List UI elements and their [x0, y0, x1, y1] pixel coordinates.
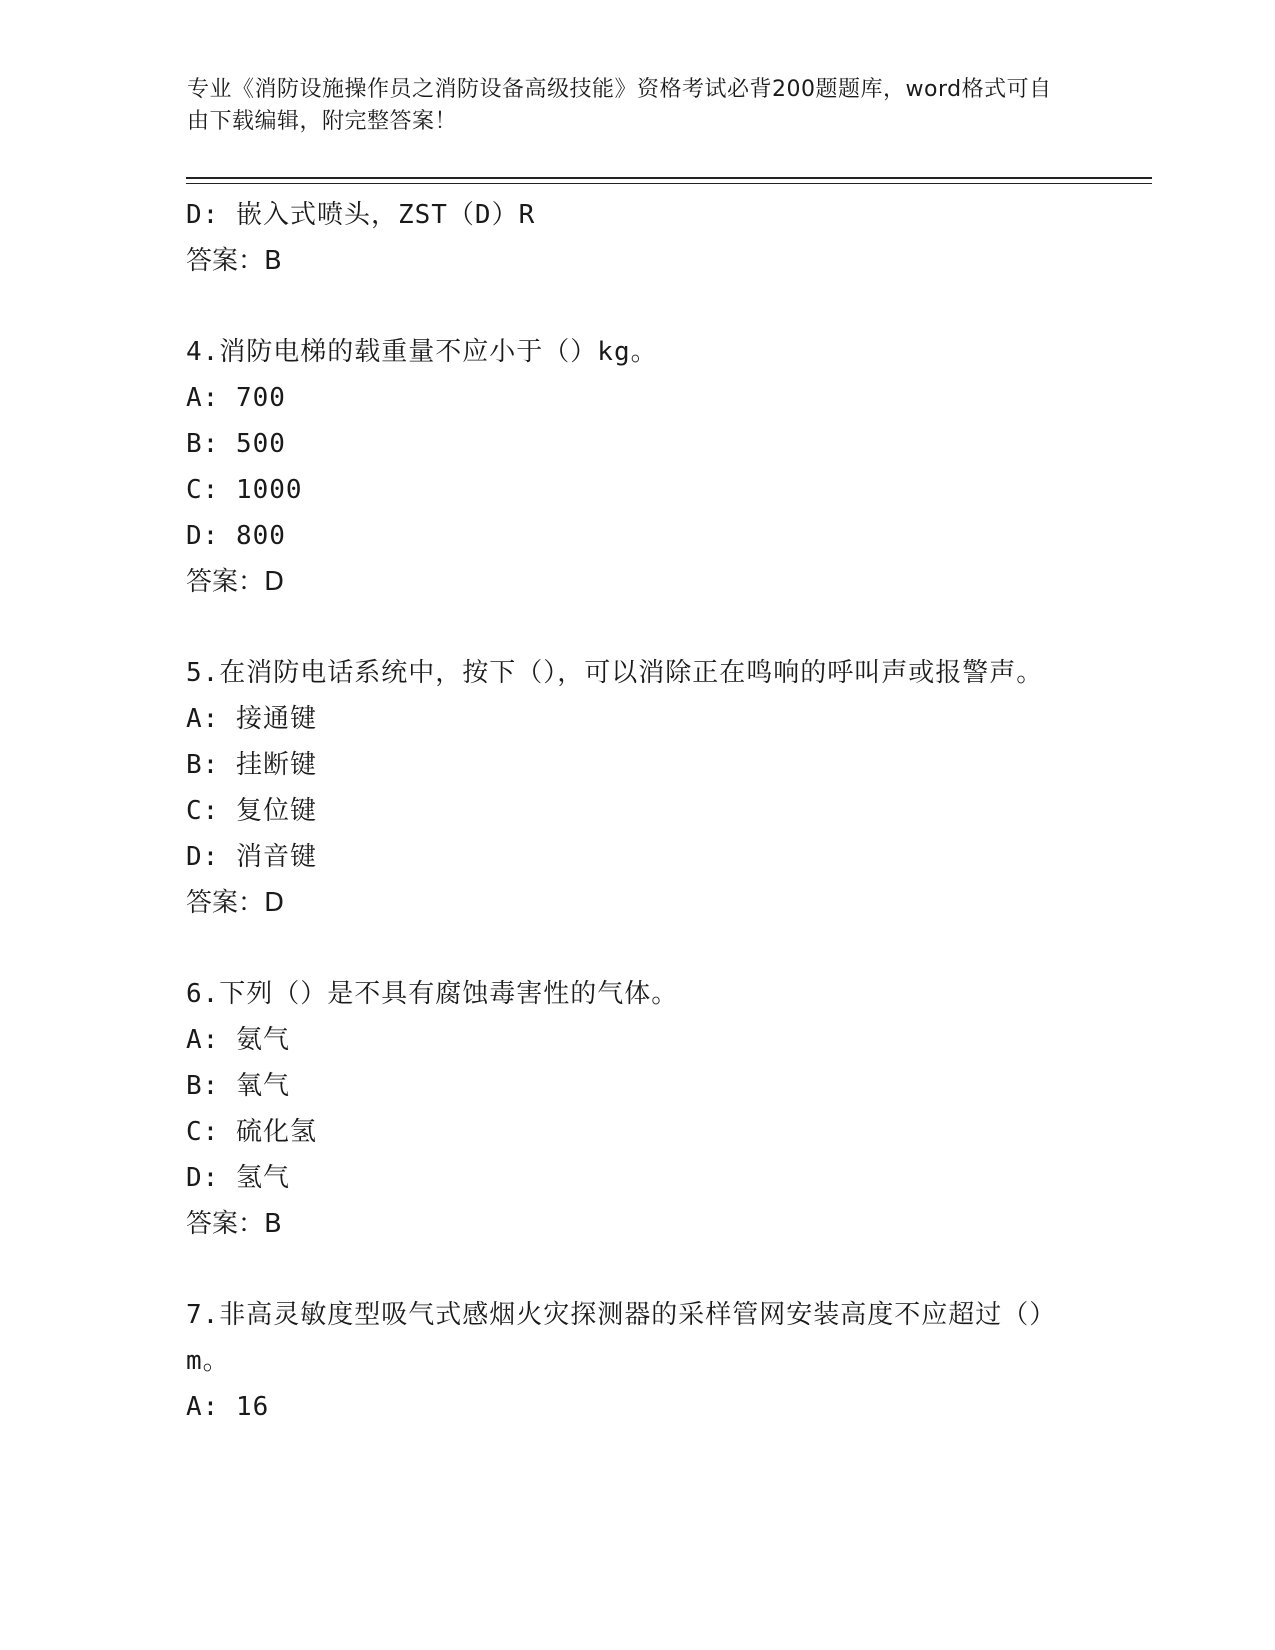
option-a: A: 接通键: [186, 704, 317, 734]
option-d: D: 氢气: [186, 1163, 290, 1193]
previous-question-tail: [186, 192, 1066, 284]
question-text: 7.非高灵敏度型吸气式感烟火灾探测器的采样管网安装高度不应超过（）m。: [186, 1300, 1057, 1376]
option-c: C: 硫化氢: [186, 1117, 317, 1147]
option-b: B: 氧气: [186, 1071, 290, 1101]
spacer: [186, 605, 1066, 650]
question-text: 5.在消防电话系统中，按下（），可以消除正在鸣响的呼叫声或报警声。: [186, 658, 1044, 688]
question-5: [186, 650, 1066, 926]
spacer: [186, 284, 1066, 329]
spacer: [186, 1247, 1066, 1292]
document-header: [187, 74, 1067, 138]
header-rule-thick: [186, 177, 1152, 179]
question-text: 6.下列（）是不具有腐蚀毒害性的气体。: [186, 979, 679, 1009]
option-d: D: 消音键: [186, 842, 317, 872]
answer-line: 答案：B: [186, 1209, 282, 1239]
option-b: B: 500: [186, 429, 286, 459]
option-a: A: 700: [186, 383, 286, 413]
answer-line: 答案：D: [186, 888, 285, 918]
answer-line: 答案：D: [186, 567, 285, 597]
option-d: D: 嵌入式喷头，ZST（D）R: [186, 200, 536, 230]
question-content: [186, 192, 1066, 1430]
option-d: D: 800: [186, 521, 286, 551]
option-a: A: 氨气: [186, 1025, 290, 1055]
option-a: A: 16: [186, 1392, 270, 1422]
option-b: B: 挂断键: [186, 750, 317, 780]
answer-line: 答案：B: [186, 246, 282, 276]
question-text: 4.消防电梯的载重量不应小于（）kg。: [186, 337, 658, 367]
question-7: [186, 1292, 1066, 1430]
question-4: [186, 329, 1066, 605]
option-c: C: 1000: [186, 475, 303, 505]
spacer: [186, 926, 1066, 971]
header-rule-thin: [186, 183, 1152, 184]
question-6: [186, 971, 1066, 1247]
option-c: C: 复位键: [186, 796, 317, 826]
header-text: 专业《消防设施操作员之消防设备高级技能》资格考试必背200题题库，word格式可自由下载编辑，附完整答案！: [187, 77, 1052, 134]
